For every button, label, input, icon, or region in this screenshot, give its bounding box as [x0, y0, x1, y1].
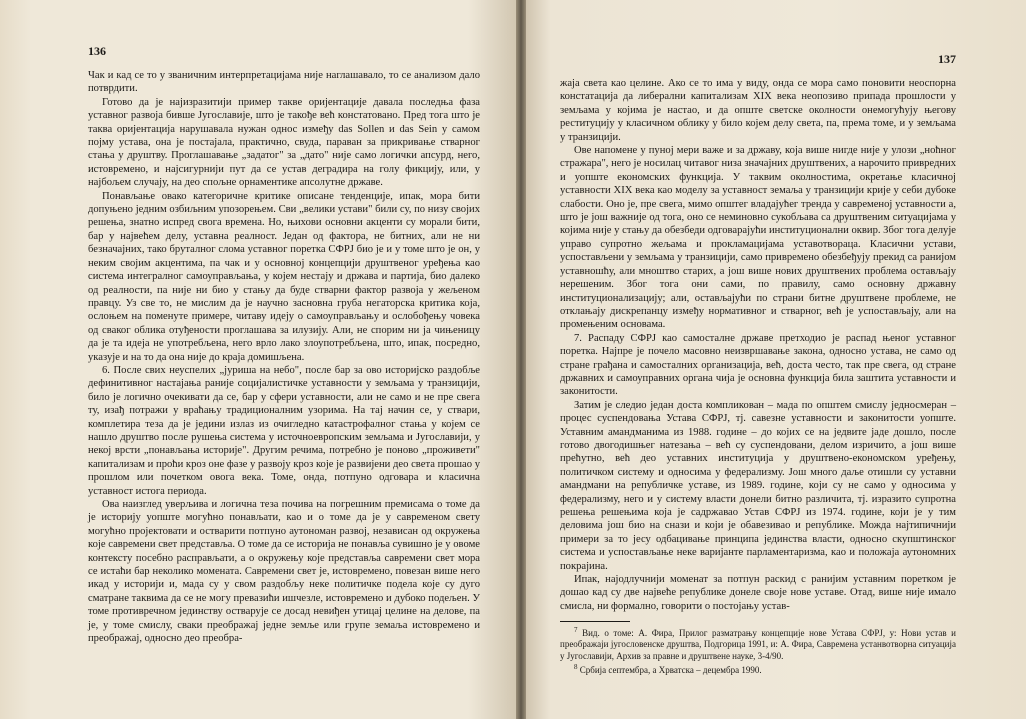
footnote-rule: [560, 621, 630, 622]
footnote: [560, 662, 956, 676]
paragraph: Затим је следио један доста компликован – мада по општем смислу једносмеран – процес суспендовања Устава СФРЈ, тј. савезне уставности и законитости уопште. Уставним амандманима из 1988. године – до којих се на једвите јаде дошло, после готово двогодишњег натезања – већ су суспендовани, делом изричито, а још више прећутно, већ део уставних институција у друштвено-економском уређењу, политичком систему и односима у федерализму. Још много даље отишли су уставни амандмани на републичке уставе, из 1989. године, који су не само у односима у федерализму, него и у систему власти донели битно различита, тј. изразито супротна решења решењима која је садржавао Устав СФРЈ из 1974. године, који је у тим деловима још био на снази и који је обавезивао и републике. Можда најтипичнији примери за то јесу одбацивање принципа јединства власти, односно скупштинског система и успостављање неке варијанте парламентаризма, као и положаја аутономних покрајина.: [560, 399, 956, 572]
paragraph: Готово да је најизразитији пример такве оријентације давала последња фаза уставног развоја бивше Југославије, што је такође већ констатовано. Пред тога што је таква оријентација нарушавала нужан однос између das Sollen и das Sein у самом појму устава, она је постајала, практично, свуда, параван за прикривање стварног стања у друштву. Проглашавање „задатог" за „дато" није само логички апсурд, него, истовремено, и најсигурнији пут да се устав деградира на голу фикцију, или, у најбољем случају, на део спољне орнаментике апсолутне државе.: [88, 96, 480, 189]
page-number-right: 137: [938, 52, 956, 66]
left-page-text: [88, 69, 480, 645]
paragraph: 7. Распаду СФРЈ као самосталне државе претходио је распад њеног уставног поретка. Најпре је почело масовно неизвршавање закона, односно устава, не само од стране грађана и самосталних организација, већ, доста честo, так пре свега, од стране државних и самоуправних органа чија је основна функција била заштита уставности и законитости.: [560, 332, 956, 398]
footnote-text: Србија септембра, а Хрватска – децембра 1990.: [579, 664, 762, 675]
paragraph: Понављање овако категоричне критике описане тенденције, ипак, мора бити допуњено једним озбиљним упозорењем. Сви „велики устави" били су, по низу својих решења, знатно испред свога времена. Но, њихови основни акценти су морали бити, бар у највећем делу, уставна реалност. Један од фактора, не битних, али не ни безначајних, тако бруталног слома уставног поретка СФРЈ био је и у томе што је он, у неким својим акцентима, па чак и у основној концепцији друштвеног уређења као система интегралног самоуправљања, у којем нестају и држава и партија, био далеко од реалности, па није ни био у стању да буде стварни фактор развоја у жељеном правцу. Уз све то, не мислим да је научно засновна груба негаторска критика која, ослоњем на поменуте примере, читаву идеју о самоуправљању и ослобођењу човека од сваког облика отуђености проглашава за илузију. Али, не спорим ни ја чињеницу да је та идеја не употребљена, него врло лако злоупотребљена, што, ипак, посредно, указује и на то да она није до краја домишљена.: [88, 190, 480, 363]
paragraph: Ова наизглед уверљива и логична теза почива на погрешним премисама о томе да је историју уопште могућно понављати, као и о томе да је у савременом свету могућно пројектовати и остварити потпуно аутономан развој, независан од окружења које савремени свет представља. О томе да се историја не понавља сувишно је у овоме контексту посебно расправљати, а о окружењу које представља савремени свет мора се истаћи бар неколико момената. Савремени свет је, истовремено, повезан више него икад у историји и, мада су у свом раздобљу неке политичке подела које су дуго сматране таквима да се не могу превазићи ишчезле, истовремено и дубоко подељен. У томе противречном јединству остварује се досад невиђен утицај целине на делове, па је, у томе смислу, сваки преображај једне земље или групе земаља истовремено и преображај, односно део преобра-: [88, 499, 480, 645]
footnote: [560, 625, 956, 662]
right-page: [520, 0, 1026, 719]
page-number-left: 136: [88, 44, 106, 58]
paragraph: Ове напомене у пуној мери важе и за државу, која више нигде није у улози „ноћног стражара", него је носилац читавог низа значајних друштвених, а нарочито привредних и уопште економских функција. У таквим околностима, окретање класичној уставности XIX века као моделу за уставност земаља у транзицији крије у себи дубоке слабости. Оно је, пре свега, мимо општег владајућег тренда у савременој уставности а, што је још важније од тога, оно се неминовно сукобљава са друштвеним ситуацијама у којима није у стању да обезбеди одговарајући институционални оквир. Због тога делује управо супротно жељама и прокламацијама уставотвораца. Класични устави, успостављени у земљама у транзицији, само привремено обезбеђују прекид са ранијом уставношћу, али мноштво старих, а још више нових друштвених проблема остављају нерешеним. Због тога они сами, по правилу, само основну државну институционализацију; али, остављајући по страни битне друштвене проблеме, не отклањају дискрепанцу између нормативног и стварног, већ је успостављају, али на промењеним основама.: [560, 145, 956, 331]
footnote-mark: 7: [574, 626, 578, 635]
paragraph: Чак и кад се то у званичним интерпретацијама није наглашавало, то се анализом дало потврдити.: [88, 70, 480, 95]
right-page-text: [560, 77, 956, 613]
footnote-text: Вид. о томе: А. Фира, Прилог разматрању концепције нове Устава СФРЈ, у: Нови устав и преображаји југословенске друштва, Подгорица 1991, и: А. Фира, Савремена устанвотворна ситуација у Југославији, Архив за правне и друштвене науке, 3-4/90.: [560, 628, 956, 661]
paragraph: жаја света као целине. Ако се то има у виду, онда се мора само поновити неоспорна констатација да либерални капитализам XIX века неопозиво припада прошлости у земљама у којима је настао, и да опште светске околности онемогућују његову реституцију у класичном облику у било којем делу света, па, према томе, и у земљама у транзицији.: [560, 78, 956, 143]
paragraph: Ипак, најодлучнији моменат за потпун раскид с ранијим уставним поретком је дошао кад су две највеће републике донеле своје нове уставе. Отад, више није имало смисла, ни формално, говорити о постојању устав-: [560, 574, 956, 612]
paragraph: 6. После свих неуспелих „јуриша на небо", после бар за ово историјско раздобље дефинитивног настајања раније социјалистичке уставности у земљама у транзицији, било је логично очекивати да се, бар у сфери уставности, али не само и не пре свега ту, изађ потражи у враћању традиционалним узорима. На тај начин се, у ствари, комплетира теза да је једини излаз из очигледно катастрофалног стања у којем се нашло друштво после рушења система у источноевропским земљама и Југославији, у некој врсти „понављања историје". Другим речима, потребно је поново „проживети" капитализам и проћи кроз оне фазе у развоју кроз које је развијени део света прошао у прошлом или почетком овога века. Томе, онда, потпуно одговара и класична уставност истога периода.: [88, 364, 480, 497]
book-gutter: [516, 0, 526, 719]
footnotes: [560, 621, 956, 676]
footnote-mark: 8: [574, 662, 578, 671]
